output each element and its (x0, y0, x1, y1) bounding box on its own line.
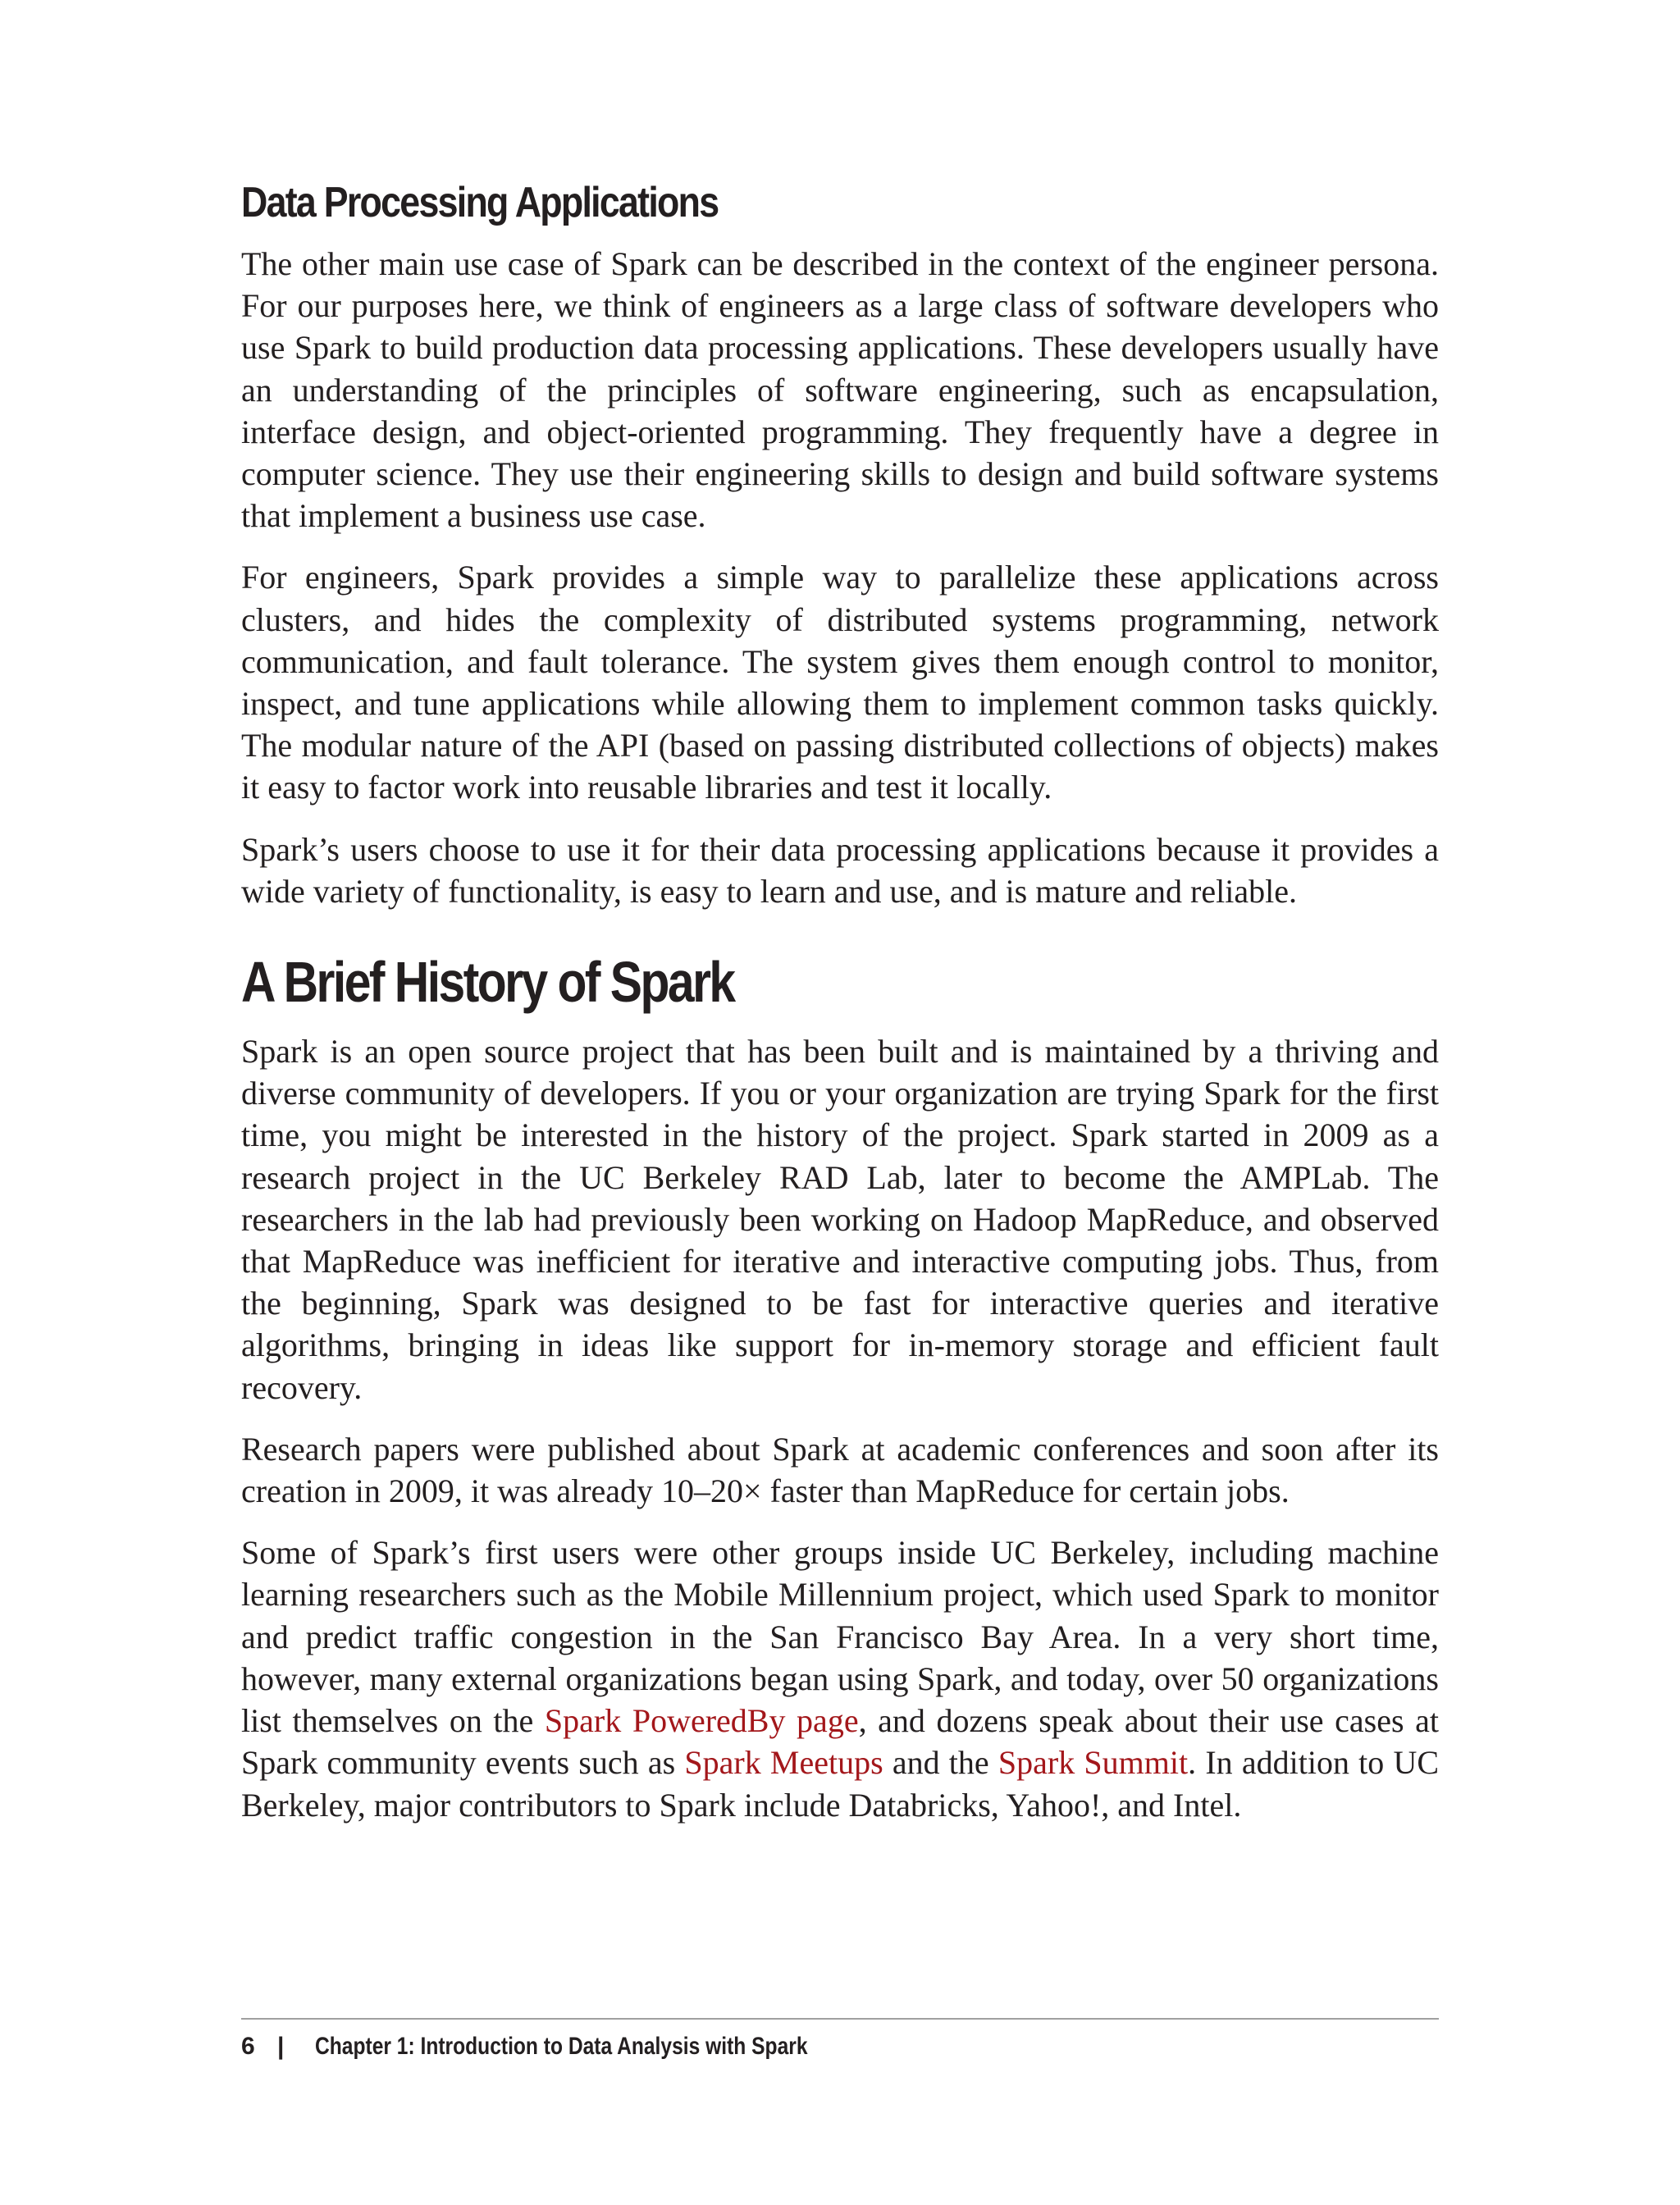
page-number: 6 (241, 2033, 255, 2060)
paragraph: Research papers were published about Spark at academic conferences and soon after its creation in 2009, it was already 10–20× faster than MapReduce for certain jobs. (241, 1430, 1439, 1510)
spark-powered-by-link[interactable]: Spark PoweredBy page (544, 1702, 859, 1740)
paragraph-text: Some of Spark’s first users were other groups inside UC Berkeley, including machine learning researchers such as the Mobile Millennium project, which used Spark to monitor and predict traffic congestion in the San Francisco Bay Area. In a very short time, however, many external organizations began using Spark, and today, over 50 organizations list themselves on the (241, 1534, 1439, 1740)
paragraph-text: and the (883, 1744, 998, 1782)
paragraph: The other main use case of Spark can be described in the context of the engineer persona. For our purposes here, we think of engineers as a large class of software developers who use Spark to build production data processing applications. These developers usually have an understanding of the principles of software engineering, such as encapsulation, interface design, and object-oriented programming. They frequently have a degree in computer science. They use their engineering skills to design and build software systems that implement a business use case. (241, 245, 1439, 535)
page-footer (241, 2018, 1439, 2061)
paragraph-text: , and dozens speak about their use cases at Spark community events such as (241, 1702, 1440, 1782)
paragraph-text: . In addition to UC Berkeley, major contributors to Spark include Databricks, Yahoo!, and Intel. (241, 1744, 1440, 1824)
spark-meetups-link[interactable]: Spark Meetups (684, 1744, 883, 1782)
paragraph-with-links (241, 1532, 1439, 1825)
paragraph: Spark is an open source project that has been built and is maintained by a thriving and diverse community of developers. If you or your organization are trying Spark for the first time, you might be interested in the history of the project. Spark started in 2009 as a research project in the UC Berkeley RAD Lab, later to become the AMPLab. The researchers in the lab had previously been working on Hadoop MapReduce, and observed that MapReduce was inefficient for iterative and interactive computing jobs. Thus, from the beginning, Spark was designed to be fast for interactive queries and iterative algorithms, bringing in ideas like support for in-memory storage and efficient fault recovery. (241, 1033, 1439, 1406)
section-heading: Data Processing Applications (241, 179, 719, 226)
paragraph: For engineers, Spark provides a simple way to parallelize these applications across clusters, and hides the complexity of distributed systems programming, network communication, and fault tolerance. The system gives them enough control to monitor, inspect, and tune applications while allowing them to implement common tasks quickly. The modular nature of the API (based on passing distributed collections of objects) makes it easy to factor work into reusable libraries and test it locally. (241, 559, 1439, 806)
spark-summit-link[interactable]: Spark Summit (998, 1744, 1189, 1782)
paragraph: Spark’s users choose to use it for their data processing applications because it provides a wide variety of functionality, is easy to learn and use, and is mature and reliable. (241, 830, 1439, 910)
footer-chapter-title: Chapter 1: Introduction to Data Analysis with Spark (315, 2033, 808, 2060)
page-content (241, 164, 1439, 1846)
history-heading: A Brief History of Spark (241, 950, 734, 1015)
footer-separator: | (277, 2033, 285, 2060)
